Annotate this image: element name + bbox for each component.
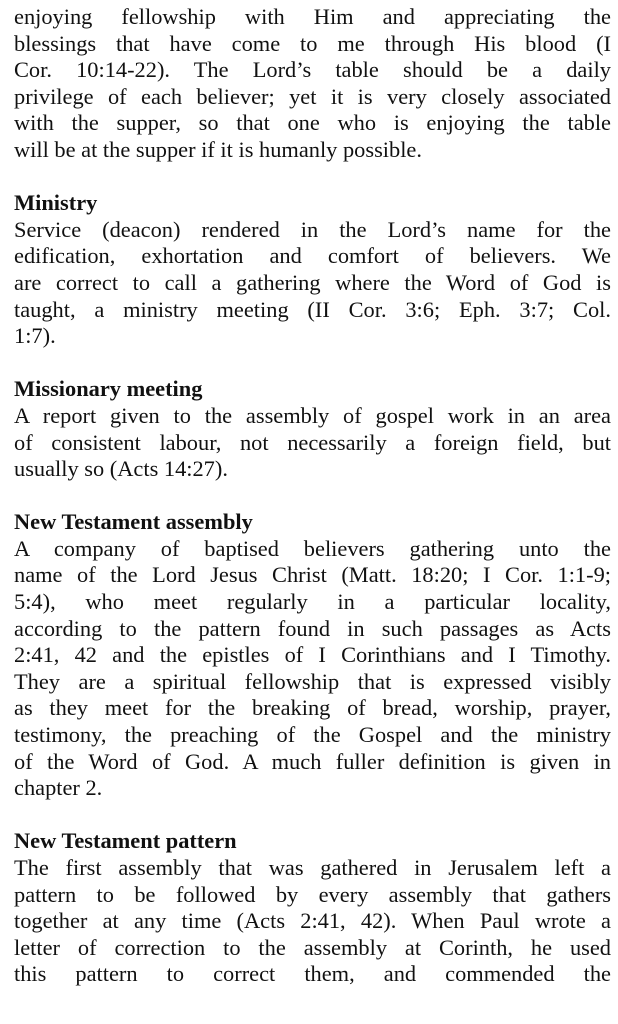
text-line: The first assembly that was gathered in Jerusalem left a bbox=[14, 855, 611, 880]
entry-heading: Ministry bbox=[14, 190, 98, 216]
text-line: 1:7). bbox=[14, 323, 56, 349]
text-line: with the supper, so that one who is enjoying the table bbox=[14, 110, 611, 136]
text-line: Service (deacon) rendered in the Lord’s name for the bbox=[14, 216, 611, 242]
entry-heading: New Testament pattern bbox=[14, 828, 237, 854]
text-line: testimony, the preaching of the Gospel and the ministry bbox=[14, 722, 611, 748]
text-line: A company of baptised believers gathering unto the bbox=[14, 535, 611, 561]
text-line: of the Word of God. A much fuller definition is given in bbox=[14, 748, 611, 774]
text-line: letter of correction to the assembly at Corinth, he used bbox=[14, 934, 611, 960]
text-line: are correct to call a gathering where the Word of God is bbox=[14, 269, 611, 295]
intro-paragraph bbox=[14, 4, 611, 164]
text-line: They are a spiritual fellowship that is expressed visibly bbox=[14, 668, 611, 694]
text-line: will be at the supper if it is humanly possible. bbox=[14, 136, 422, 162]
text-line: edification, exhortation and comfort of believers. We bbox=[14, 243, 611, 269]
text-line: taught, a ministry meeting (II Cor. 3:6; Eph. 3:7; Col. bbox=[14, 296, 611, 322]
text-line: pattern to be followed by every assembly that gathers bbox=[14, 881, 611, 907]
glossary-entry-new-testament-pattern bbox=[14, 828, 611, 988]
text-line: 2:41, 42 and the epistles of I Corinthians and I Timothy. bbox=[14, 642, 611, 668]
text-line: according to the pattern found in such passages as Acts bbox=[14, 615, 611, 641]
text-line: chapter 2. bbox=[14, 775, 103, 801]
text-line: enjoying fellowship with Him and appreciating the bbox=[14, 4, 611, 29]
entry-heading: New Testament assembly bbox=[14, 509, 253, 535]
text-line: 5:4), who meet regularly in a particular locality, bbox=[14, 589, 611, 615]
entry-heading: Missionary meeting bbox=[14, 376, 203, 402]
text-line: this pattern to correct them, and commended the bbox=[14, 961, 611, 987]
glossary-entry-new-testament-assembly bbox=[14, 509, 611, 802]
text-line: of consistent labour, not necessarily a foreign field, but bbox=[14, 429, 611, 455]
text-line: name of the Lord Jesus Christ (Matt. 18:20; I Cor. 1:1-9; bbox=[14, 562, 611, 588]
text-line: A report given to the assembly of gospel work in an area bbox=[14, 402, 611, 428]
text-line: usually so (Acts 14:27). bbox=[14, 456, 228, 482]
text-line: privilege of each believer; yet it is very closely associated bbox=[14, 83, 611, 109]
text-line: as they meet for the breaking of bread, worship, prayer, bbox=[14, 695, 611, 721]
text-line: Cor. 10:14-22). The Lord’s table should be a daily bbox=[14, 57, 611, 83]
glossary-entry-missionary-meeting bbox=[14, 376, 611, 482]
glossary-entry-ministry bbox=[14, 190, 611, 350]
document-page bbox=[14, 4, 611, 988]
text-line: blessings that have come to me through His blood (I bbox=[14, 30, 611, 56]
text-line: together at any time (Acts 2:41, 42). When Paul wrote a bbox=[14, 908, 611, 934]
